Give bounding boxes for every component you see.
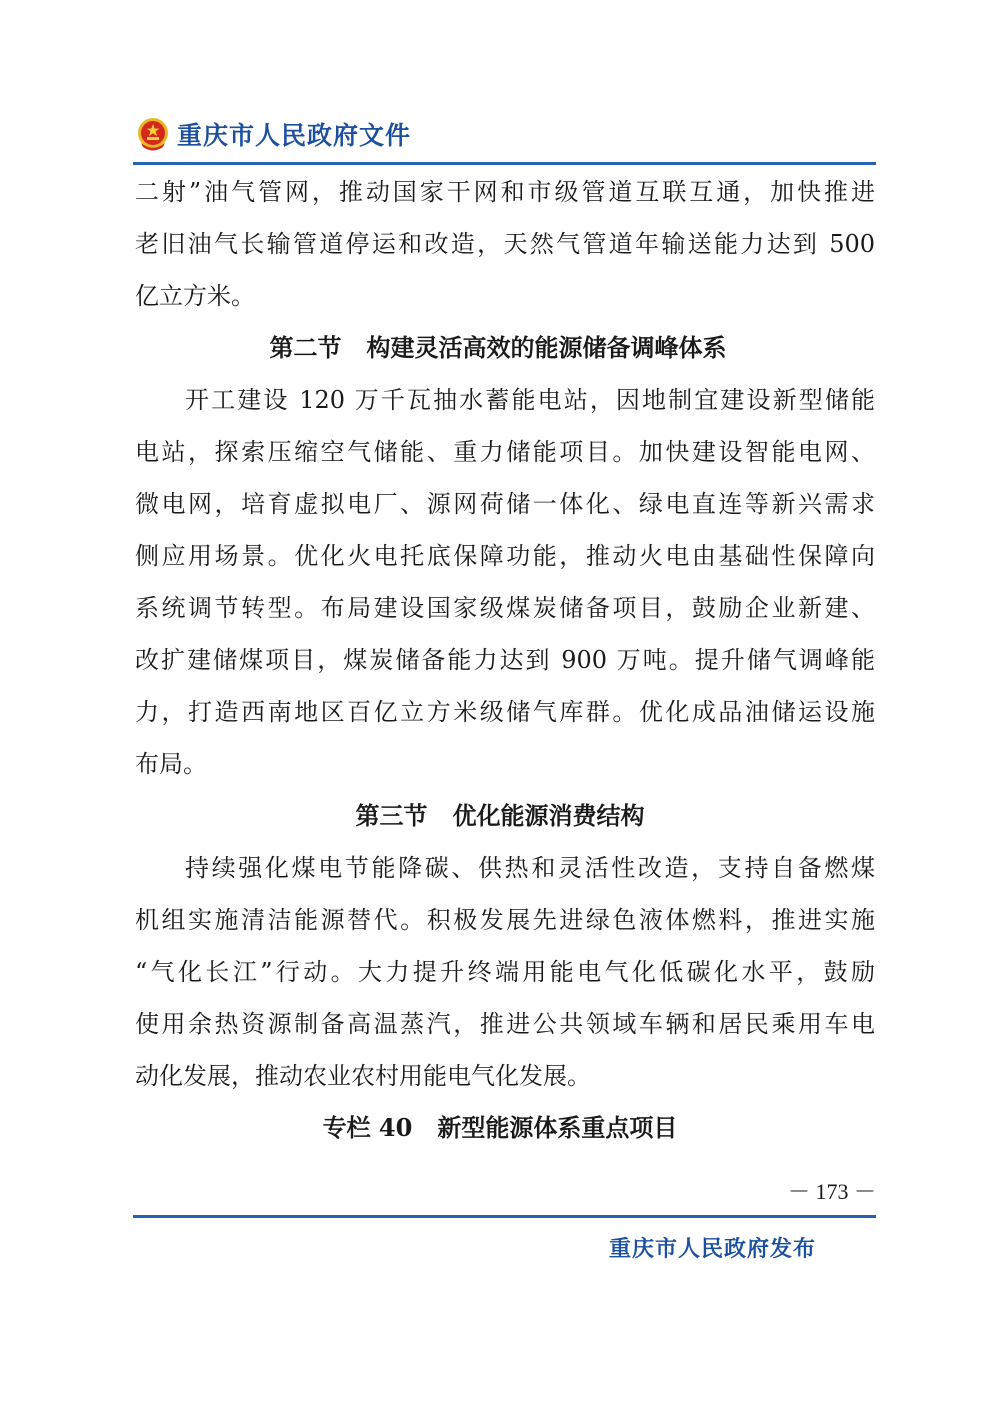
text-line: 开工建设 120 万千瓦抽水蓄能电站，因地制宜建设新型储能 — [185, 386, 875, 414]
text-line: 使用余热资源制备高温蒸汽，推进公共领域车辆和居民乘用车电 — [135, 1010, 875, 1038]
paragraph-pipeline — [135, 166, 875, 322]
text-line: 布局。 — [135, 750, 207, 778]
text-line: 机组实施清洁能源替代。积极发展先进绿色液体燃料，推进实施 — [135, 906, 875, 934]
text-line: 侧应用场景。优化火电托底保障功能，推动火电由基础性保障向 — [135, 542, 875, 570]
footer-publisher: 重庆市人民政府发布 — [608, 1236, 816, 1262]
header-title: 重庆市人民政府文件 — [177, 121, 412, 150]
text-line: 亿立方米。 — [135, 282, 255, 310]
footer-divider — [133, 1215, 876, 1218]
text-line: 二射”油气管网，推动国家干网和市级管道互联互通，加快推进 — [135, 178, 875, 206]
text-line: 电站，探索压缩空气储能、重力储能项目。加快建设智能电网、 — [135, 438, 875, 466]
text-line: “气化长江”行动。大力提升终端用能电气化低碳化水平，鼓励 — [135, 958, 875, 986]
page-number: － 173 － — [787, 1179, 876, 1204]
header-divider — [133, 162, 876, 165]
national-emblem-icon — [135, 116, 171, 152]
text-line: 改扩建储煤项目，煤炭储备能力达到 900 万吨。提升储气调峰能 — [135, 646, 875, 674]
paragraph-storage — [135, 374, 875, 790]
text-line: 动化发展，推动农业农村用能电气化发展。 — [135, 1062, 591, 1090]
text-line: 持续强化煤电节能降碳、供热和灵活性改造，支持自备燃煤 — [185, 854, 875, 882]
section-heading-consumption: 第三节 优化能源消费结构 — [355, 801, 645, 830]
text-line: 老旧油气长输管道停运和改造，天然气管道年输送能力达到 500 — [135, 230, 875, 258]
text-line: 系统调节转型。布局建设国家级煤炭储备项目，鼓励企业新建、 — [135, 594, 875, 622]
paragraph-consumption — [135, 842, 875, 1102]
document-header — [135, 112, 411, 156]
section-heading-storage: 第二节 构建灵活高效的能源储备调峰体系 — [269, 333, 727, 362]
column-box-heading: 专栏 40 新型能源体系重点项目 — [322, 1113, 678, 1142]
text-line: 力，打造西南地区百亿立方米级储气库群。优化成品油储运设施 — [135, 698, 875, 726]
text-line: 微电网，培育虚拟电厂、源网荷储一体化、绿电直连等新兴需求 — [135, 490, 875, 518]
document-body — [135, 166, 875, 1154]
